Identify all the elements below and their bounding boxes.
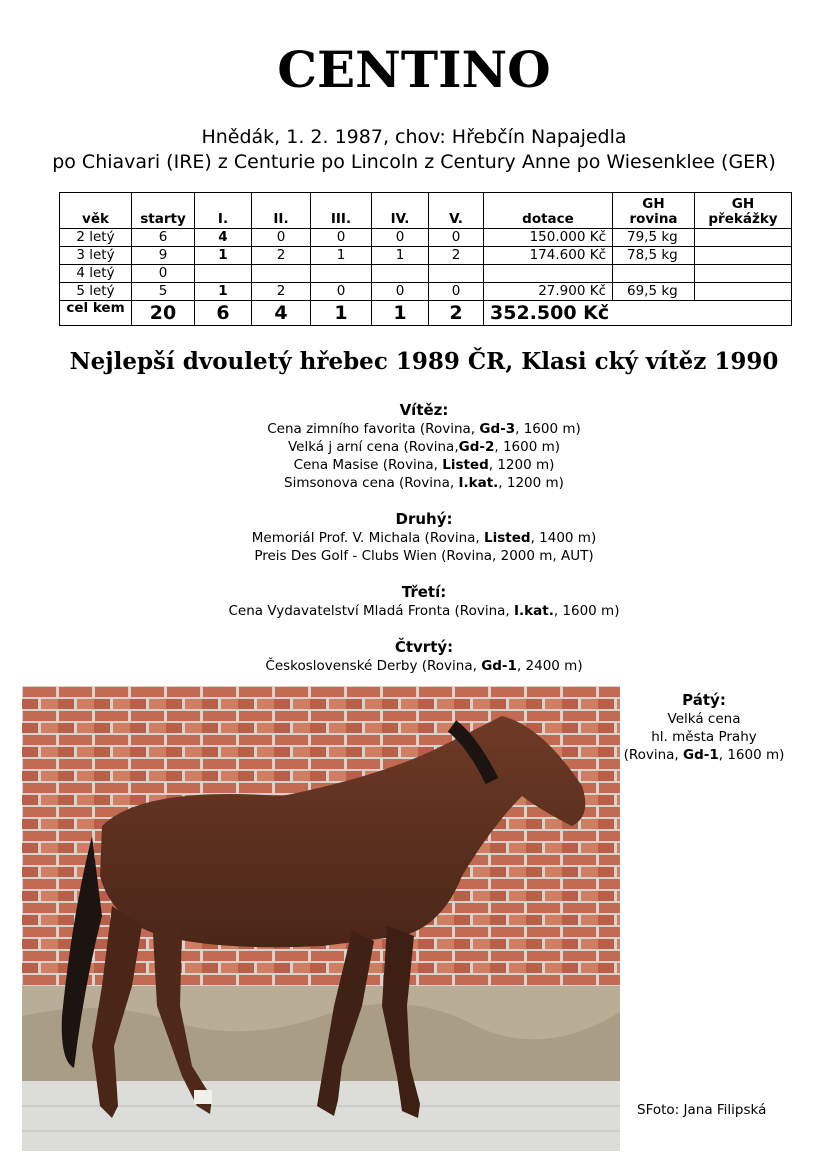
pedigree-line: po Chiavari (IRE) z Centurie po Lincoln z Century Anne po Wiesenklee (GER)	[52, 151, 776, 173]
race-result-line: Velká j arní cena (Rovina,Gd-2, 1600 m)	[287, 439, 561, 455]
header-prize-money: dotace	[484, 193, 613, 229]
total-cell: 1	[311, 301, 372, 326]
table-header-row	[60, 193, 792, 229]
section-third	[0, 582, 828, 620]
section-heading: Pátý:	[682, 691, 726, 709]
race-result-line: Memoriál Prof. V. Michala (Rovina, Listed, 1400 m)	[251, 530, 597, 546]
table-cell: 5 letý	[60, 283, 132, 301]
table-cell	[695, 283, 792, 301]
table-cell: 0	[311, 283, 372, 301]
header-fourth: IV.	[372, 193, 429, 229]
total-cell: 6	[195, 301, 252, 326]
header-gh-jumps: GH překážky	[695, 193, 792, 229]
section-heading: Čtvrtý:	[394, 638, 454, 656]
fifth-race-name: Velká cena	[667, 711, 741, 727]
race-statistics-table	[59, 192, 792, 326]
table-cell	[195, 265, 252, 283]
table-cell	[252, 265, 311, 283]
fifth-race-name: hl. města Prahy	[651, 729, 757, 745]
header-second: II.	[252, 193, 311, 229]
table-row	[60, 265, 792, 283]
race-result-line: Cena zimního favorita (Rovina, Gd-3, 1600 m)	[267, 421, 581, 437]
table-cell: 0	[311, 229, 372, 247]
table-row	[60, 247, 792, 265]
race-result-line: Preis Des Golf - Clubs Wien (Rovina, 2000 m, AUT)	[254, 548, 594, 564]
table-cell	[695, 229, 792, 247]
horse-info-line: Hnědák, 1. 2. 1987, chov: Hřebčín Napajedla	[201, 126, 627, 148]
table-cell: 4 letý	[60, 265, 132, 283]
table-cell: 174.600 Kč	[484, 247, 613, 265]
table-cell	[695, 247, 792, 265]
table-cell: 79,5 kg	[613, 229, 695, 247]
table-cell: 0	[429, 229, 484, 247]
photo-credit: SFoto: Jana Filipská	[637, 1102, 767, 1118]
table-cell: 5	[132, 283, 195, 301]
table-cell: 0	[132, 265, 195, 283]
table-cell: 2	[429, 247, 484, 265]
table-total-row	[60, 301, 792, 326]
race-result-line: Československé Derby (Rovina, Gd-1, 2400 m)	[265, 658, 583, 674]
total-prize-money: 352.500 Kč	[484, 301, 792, 326]
table-cell: 9	[132, 247, 195, 265]
table-cell: 6	[132, 229, 195, 247]
race-result-line: Cena Masise (Rovina, Listed, 1200 m)	[293, 457, 555, 473]
table-cell: 1	[195, 283, 252, 301]
table-cell: 2	[252, 283, 311, 301]
table-cell: 2 letý	[60, 229, 132, 247]
header-gh-flat: GH rovina	[613, 193, 695, 229]
table-cell: 2	[252, 247, 311, 265]
table-cell	[695, 265, 792, 283]
table-cell: 3 letý	[60, 247, 132, 265]
section-heading: Vítěz:	[399, 401, 449, 419]
table-cell	[429, 265, 484, 283]
section-winner	[0, 400, 828, 492]
header-age: věk	[60, 193, 132, 229]
table-cell: 1	[195, 247, 252, 265]
fifth-race-details: (Rovina, Gd-1, 1600 m)	[623, 747, 785, 763]
table-cell	[311, 265, 372, 283]
table-row	[60, 229, 792, 247]
table-cell: 78,5 kg	[613, 247, 695, 265]
table-cell: 150.000 Kč	[484, 229, 613, 247]
section-fifth	[614, 690, 794, 764]
total-cell: 2	[429, 301, 484, 326]
total-cell: 4	[252, 301, 311, 326]
table-cell	[613, 265, 695, 283]
table-cell: 0	[252, 229, 311, 247]
horse-photo	[22, 686, 620, 1151]
race-result-line: Cena Vydavatelství Mladá Fronta (Rovina, I.kat., 1600 m)	[228, 603, 620, 619]
table-cell: 4	[195, 229, 252, 247]
table-cell: 27.900 Kč	[484, 283, 613, 301]
table-cell: 0	[372, 229, 429, 247]
horse-name-title: CENTINO	[277, 40, 551, 99]
table-cell	[484, 265, 613, 283]
header-fifth: V.	[429, 193, 484, 229]
table-row	[60, 283, 792, 301]
section-fourth	[0, 637, 828, 675]
table-cell: 0	[429, 283, 484, 301]
header-third: III.	[311, 193, 372, 229]
table-cell: 1	[311, 247, 372, 265]
section-heading: Třetí:	[401, 583, 447, 601]
header-first: I.	[195, 193, 252, 229]
header-starts: starty	[132, 193, 195, 229]
achievement-headline: Nejlepší dvouletý hřebec 1989 ČR, Klasi cký vítěz 1990	[69, 348, 779, 375]
total-cell: 20	[132, 301, 195, 326]
race-result-line: Simsonova cena (Rovina, I.kat., 1200 m)	[284, 475, 564, 491]
section-heading: Druhý:	[395, 510, 453, 528]
table-cell: 1	[372, 247, 429, 265]
total-label: cel kem	[60, 301, 132, 326]
total-cell: 1	[372, 301, 429, 326]
table-cell: 0	[372, 283, 429, 301]
table-cell	[372, 265, 429, 283]
section-second	[0, 509, 828, 565]
table-cell: 69,5 kg	[613, 283, 695, 301]
